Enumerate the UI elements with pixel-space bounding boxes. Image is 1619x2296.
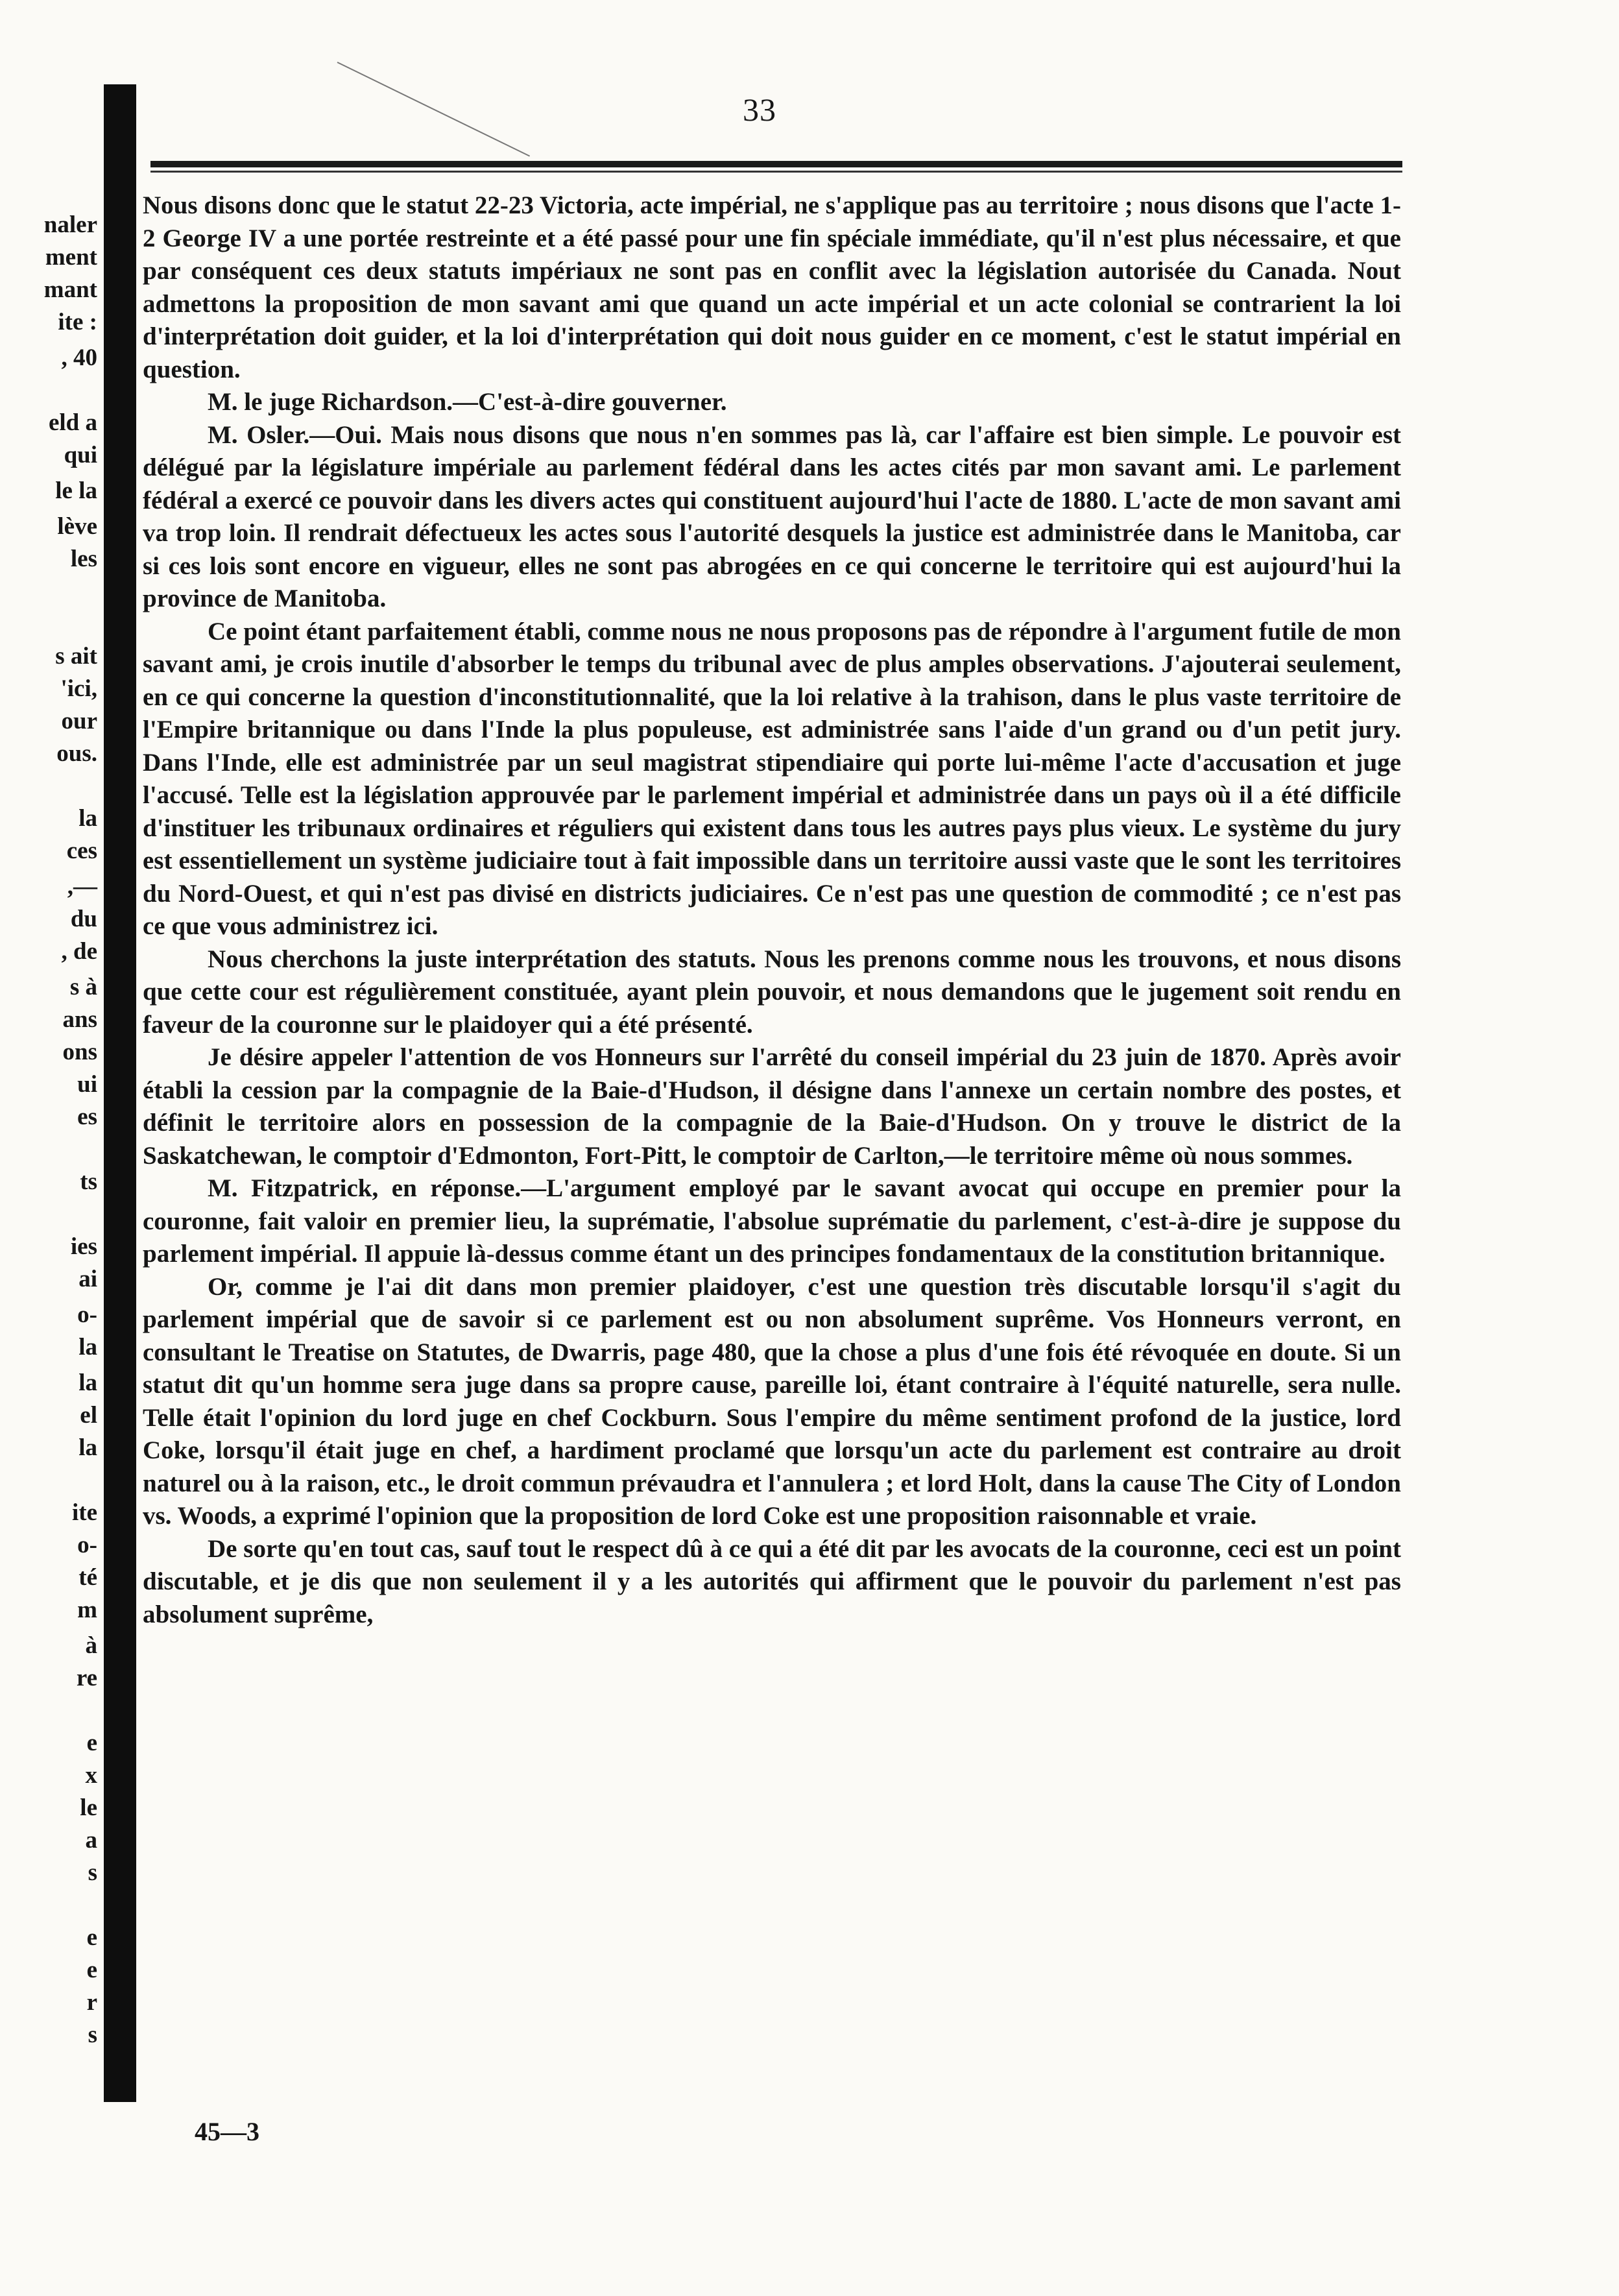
margin-fragment: a: [85, 1827, 97, 1854]
margin-fragment: le la: [55, 477, 97, 504]
header-rule-thick: [150, 161, 1402, 167]
paragraph: M. le juge Richardson.—C'est-à-dire gouverner.: [208, 388, 727, 416]
margin-fragment: la: [78, 805, 97, 832]
margin-fragment: ui: [77, 1071, 97, 1098]
signature-mark: 45—3: [195, 2117, 259, 2146]
header-rule-thin: [150, 171, 1402, 173]
left-margin-fragments: [0, 0, 97, 2296]
margin-fragment: le: [80, 1795, 97, 1821]
margin-fragment: ite: [71, 1499, 97, 1526]
margin-fragment: ite :: [58, 309, 97, 335]
margin-fragment: naler: [43, 211, 97, 238]
margin-fragment: x: [85, 1762, 97, 1789]
margin-fragment: s: [88, 2022, 97, 2048]
margin-fragment: m: [77, 1597, 97, 1623]
margin-fragment: r: [86, 1989, 97, 2016]
margin-fragment: ment: [45, 244, 97, 271]
margin-fragment: , 40: [61, 344, 97, 371]
margin-fragment: té: [78, 1564, 97, 1591]
margin-fragment: qui: [64, 442, 97, 468]
paragraph: Ce point étant parfaitement établi, comme nous ne nous proposons pas de répondre à l'argument futile de mon savant ami, je crois inutile d'absorber le temps du tribunal avec de plus amples observations. J'ajouterai seulement, en ce qui concerne la question d'inconstitutionnalité, que la loi relative à la trahison, dans le plus vaste territoire de l'Empire britannique ou dans l'Inde la plus populeuse, est administrée sans l'aide d'un grand ou d'un petit jury. Dans l'Inde, elle est administrée par un seul magistrat stipendiaire qui porte lui-même l'acte d'accusation et juge l'accusé. Telle est la législation approuvée par le parlement impérial et administrée dans un pays où il a été difficile d'instituer les tribunaux ordinaires et réguliers qui existent dans tous les autres pays plus vieux. Le système du jury est essentiellement un système judiciaire tout à fait impossible dans un territoire aussi vaste que le sont les territoires du Nord-Ouest, et qui n'est pas divisé en districts judiciaires. Ce n'est pas une question de commodité ; ce n'est pas ce que vous administrez ici.: [143, 617, 1401, 940]
margin-fragment: la: [78, 1370, 97, 1396]
margin-fragment: s: [88, 1859, 97, 1886]
margin-fragment: les: [70, 546, 97, 572]
margin-fragment: du: [70, 906, 97, 932]
margin-fragment: eld a: [48, 409, 97, 436]
main-text: [143, 189, 1401, 1631]
paragraph: M. Fitzpatrick, en réponse.—L'argument employé par le savant avocat qui occupe en premier pour la couronne, fait valoir en premier lieu, la suprématie, l'absolue suprématie du parlement, c'est-à-dire je suppose du parlement impérial. Il appuie là-dessus comme étant un des principes fondamentaux de la constitution britannique.: [143, 1174, 1401, 1268]
margin-fragment: , de: [61, 938, 97, 965]
margin-fragment: mant: [43, 276, 97, 303]
margin-fragment: ons: [62, 1039, 97, 1065]
page-number: 33: [743, 91, 776, 128]
margin-fragment: e: [86, 1957, 97, 1983]
paragraph: M. Osler.—Oui. Mais nous disons que nous n'en sommes pas là, car l'affaire est bien simple. Le pouvoir est délégué par la législature impériale au parlement fédéral dans les actes cités par mon savant ami. Le parlement fédéral a exercé ce pouvoir dans les divers actes qui constituent aujourd'hui l'acte de 1880. L'acte de mon savant ami va trop loin. Il rendrait défectueux les actes sous l'autorité desquels la justice est administrée dans le Manitoba, car si ces lois sont encore en vigueur, elles ne sont pas abrogées en ce qui concerne le territoire qui est aujourd'hui la province de Manitoba.: [143, 420, 1401, 612]
margin-fragment: à: [85, 1632, 97, 1659]
margin-fragment: ies: [70, 1233, 97, 1260]
margin-fragment: ts: [80, 1168, 97, 1195]
margin-fragment: el: [80, 1402, 97, 1429]
paragraph: Nous disons donc que le statut 22-23 Victoria, acte impérial, ne s'applique pas au territoire ; nous disons que l'acte 1-2 George IV a une portée restreinte et a été passé pour une fin spéciale immédiate, qu'il n'est plus nécessaire, et que par conséquent ces deux statuts impériaux ne sont pas en conflit avec la législation autorisée du Canada. Nout admettons la proposition de mon savant ami que quand un acte impérial et un acte colonial se contrarient la loi d'interprétation doit guider, et la loi d'interprétation qui doit nous guider en ce moment, c'est le statut impérial en question.: [143, 191, 1401, 383]
margin-fragment: o-: [77, 1532, 97, 1558]
margin-fragment: la: [78, 1334, 97, 1360]
margin-fragment: ous.: [56, 740, 97, 767]
margin-fragment: ans: [62, 1006, 97, 1033]
margin-fragment: e: [86, 1730, 97, 1756]
margin-fragment: o-: [77, 1301, 97, 1328]
margin-fragment: la: [78, 1434, 97, 1461]
margin-fragment: e: [86, 1924, 97, 1951]
margin-fragment: s ait: [55, 643, 97, 670]
paragraph: Je désire appeler l'attention de vos Honneurs sur l'arrêté du conseil impérial du 23 juin de 1870. Après avoir établi la cession par la compagnie de la Baie-d'Hudson, il désigne dans l'annexe un certain nombre des postes, et définit le territoire alors en possession de la compagnie de la Baie-d'Hudson. On y trouve le district de la Saskatchewan, le comptoir d'Edmonton, Fort-Pitt, le comptoir de Carlton,—le territoire même où nous sommes.: [143, 1043, 1401, 1170]
margin-fragment: s à: [69, 974, 97, 1000]
margin-fragment: re: [76, 1665, 97, 1691]
paragraph: Nous cherchons la juste interprétation des statuts. Nous les prenons comme nous les trouvons, et nous disons que cette cour est régulièrement constituée, ayant plein pouvoir, et nous demandons que le jugement soit rendu en faveur de la couronne sur le plaidoyer qui a été présenté.: [143, 945, 1401, 1039]
fold-line: [337, 62, 530, 156]
margin-fragment: ai: [78, 1266, 97, 1292]
binding-shadow: [104, 84, 136, 2102]
margin-fragment: our: [61, 708, 97, 734]
paragraph: De sorte qu'en tout cas, sauf tout le respect dû à ce qui a été dit par les avocats de la couronne, ceci est un point discutable, et je dis que non seulement il y a les autorités qui affirment que le pouvoir du parlement n'est pas absolument suprême,: [143, 1534, 1401, 1628]
margin-fragment: ces: [66, 838, 97, 864]
paragraph: Or, comme je l'ai dit dans mon premier plaidoyer, c'est une question très discutable lorsqu'il s'agit du parlement impérial que de savoir si ce parlement est ou non absolument suprême. Vos Honneurs verront, en consultant le Treatise on Statutes, de Dwarris, page 480, que la chose a plus d'une fois été révoquée en doute. Si un statut dit qu'un homme sera juge dans sa propre cause, pareille loi, étant contraire à l'équité naturelle, sera nulle. Telle était l'opinion du lord juge en chef Cockburn. Sous l'empire du même sentiment profond de la justice, lord Coke, lorsqu'il était juge en chef, a hardiment proclamé que lorsqu'un acte du parlement est contraire au droit naturel ou à la raison, etc., le droit commun prévaudra et l'annulera ; et lord Holt, dans la cause The City of London vs. Woods, a exprimé l'opinion que la proposition de lord Coke est une proposition raisonnable et vraie.: [143, 1272, 1401, 1530]
margin-fragment: 'ici,: [60, 675, 97, 702]
margin-fragment: lève: [57, 513, 97, 540]
margin-fragment: ,—: [67, 873, 97, 900]
margin-fragment: es: [77, 1104, 97, 1130]
